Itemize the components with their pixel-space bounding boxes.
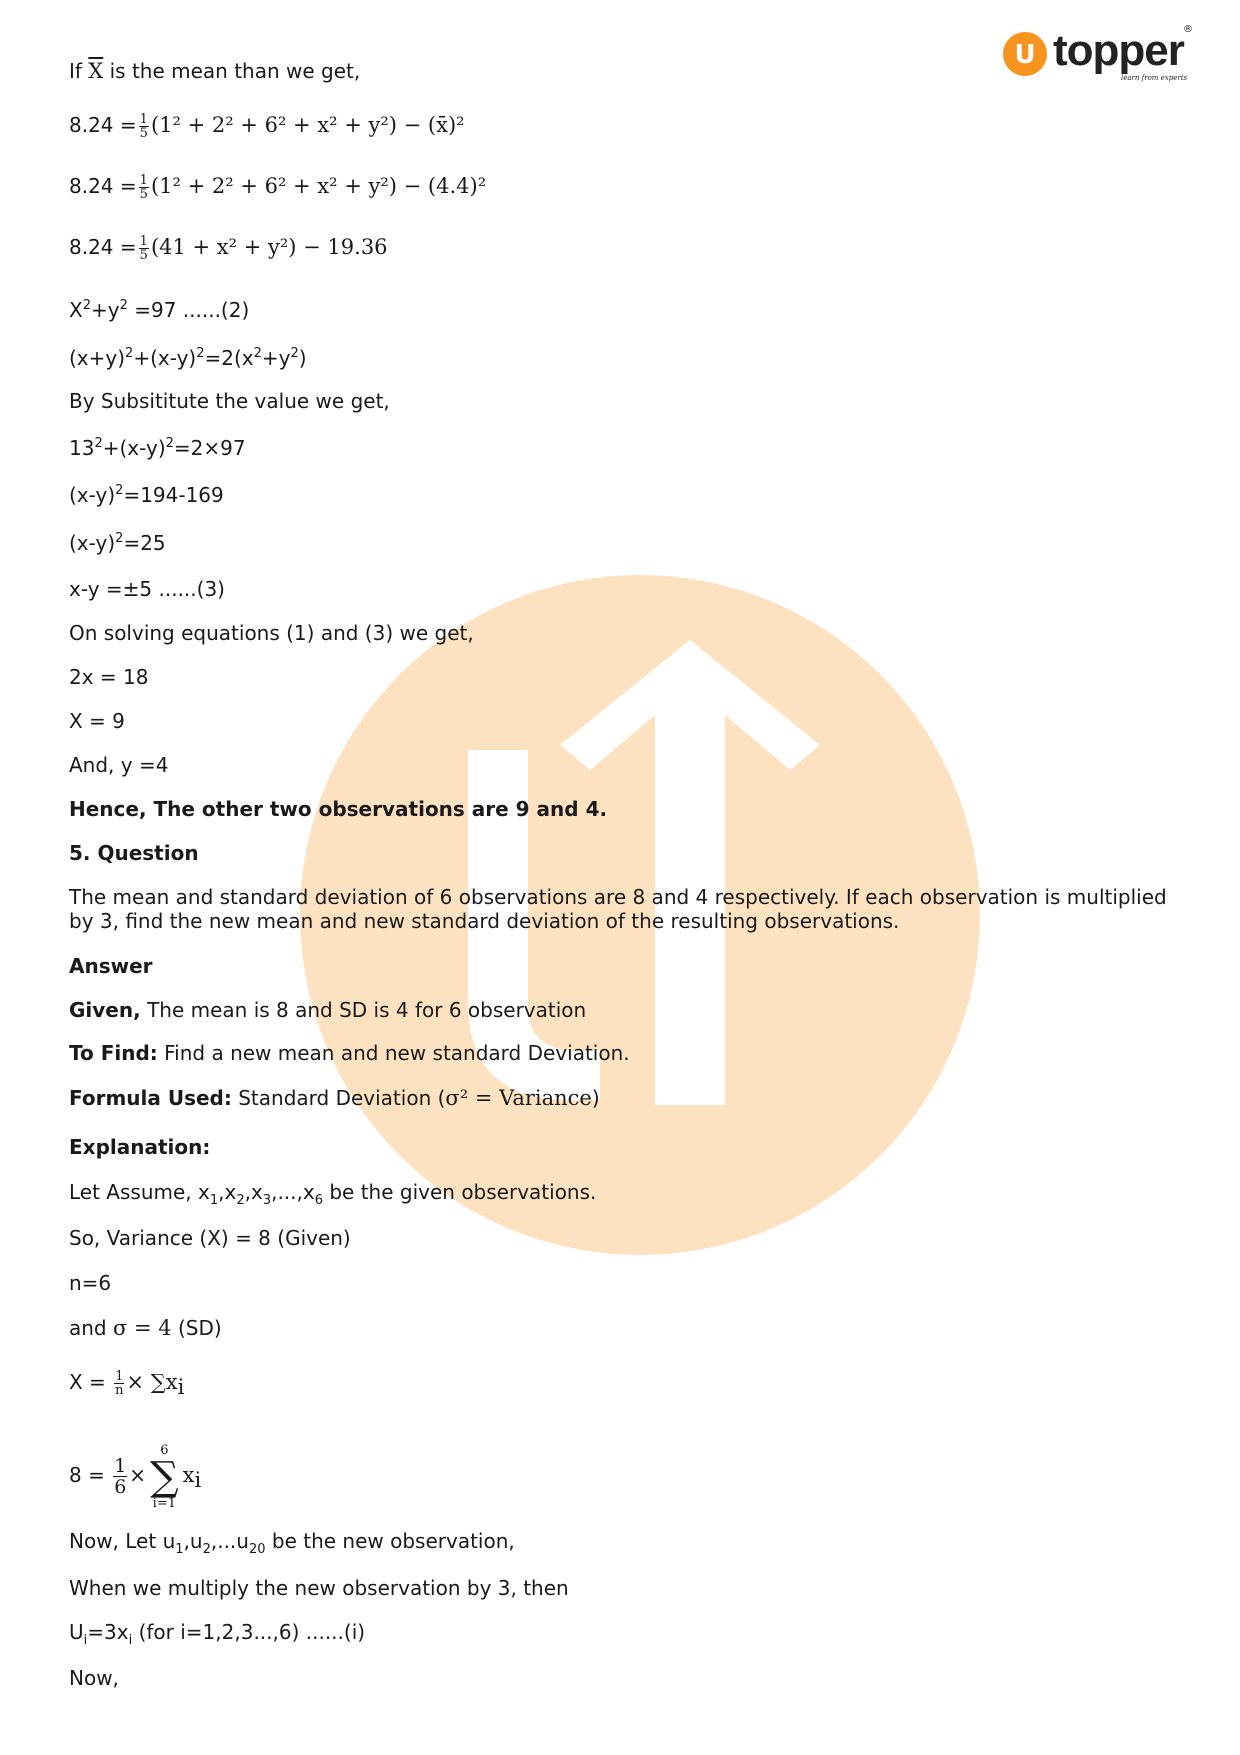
conclusion: Hence, The other two observations are 9 and 4. (69, 797, 608, 821)
question-text: The mean and standard deviation of 6 observations are 8 and 4 respectively. If each observation is multiplied by 3, find the new mean and new standard deviation of the resulting observations. (69, 885, 1167, 933)
sigma-line: and σ = 4 (SD) (69, 1316, 222, 1340)
multiply-line: When we multiply the new observation by 3, then (69, 1576, 569, 1600)
svg-text:U: U (1014, 40, 1036, 70)
assume-line: Let Assume, $x_1,x_2,x_3,...,x_6$ be the given observations. (69, 1180, 597, 1208)
to-find-line: To Find: Find a new mean and new standard Deviation. (69, 1041, 630, 1065)
step-2x: 2x = 18 (69, 665, 149, 689)
sigma-symbol: 6 ∑ i=1 (150, 1442, 179, 1511)
step-x9: X = 9 (69, 709, 125, 733)
given-line: Given, The mean is 8 and SD is 4 for 6 observation (69, 998, 587, 1022)
new-obs-line: Now, Let $u_1,u_2,...u_{20}$ be the new observation, (69, 1529, 515, 1557)
equation-variance-2: 8.24 = $\frac{1}{5}$ (1² + 2² + 6² + x² + y²) − (4.4)² (69, 173, 487, 202)
line-mean-intro: If $\overline{X}$ is the mean than we get, (69, 59, 361, 83)
mean-formula: X = $\frac{1}{n}$ × $\sum x_i$ (69, 1369, 185, 1399)
equation-variance-3: 8.24 = $\frac{1}{5}$ (41 + x² + y²) − 19.36 (69, 234, 388, 263)
formula-line: Formula Used: Standard Deviation (σ² = Variance) (69, 1086, 600, 1110)
now-line: Now, (69, 1666, 119, 1690)
logo-u-icon (1003, 32, 1047, 76)
identity-line: $(x+y)^2+(x-y)^2=2(x^2+y^2)$ (69, 346, 307, 370)
topper-logo (1003, 26, 1203, 90)
explanation-heading: Explanation: (69, 1135, 211, 1159)
variance-given: So, Variance (X) = 8 (Given) (69, 1226, 351, 1250)
mean-sum-formula: 8 = $\frac{1}{6}$ × 6 ∑ i=1 $x_i$ (69, 1442, 202, 1511)
logo-wordmark: topper (1053, 26, 1184, 75)
equation-variance-1: 8.24 = $\frac{1}{5}$ (1² + 2² + 6² + x² + y²) − (x̄)² (69, 112, 465, 141)
step-13sq: $13^2+(x-y)^2=2\times 97$ (69, 436, 246, 460)
logo-tagline: learn from experts (1121, 74, 1188, 82)
xbar-symbol: $\overline{X}$ (88, 59, 104, 83)
step-y4: And, y =4 (69, 753, 169, 777)
question-heading: 5. Question (69, 841, 199, 865)
logo-registered: ® (1183, 24, 1193, 35)
n-value: n=6 (69, 1271, 112, 1295)
answer-heading: Answer (69, 954, 153, 978)
solving-text: On solving equations (1) and (3) we get, (69, 621, 474, 645)
step-25: $(x-y)^2=25$ (69, 531, 166, 555)
step-194: $(x-y)^2=194-169$ (69, 483, 224, 507)
substitute-text: By Subsititute the value we get, (69, 389, 390, 413)
equation-3: x-y =±5 ......(3) (69, 577, 225, 601)
equation-i: $U_i=3x_i$ (for i=1,2,3...,6) ......(i) (69, 1620, 366, 1648)
equation-2: $X^2+y^2 =97$ ......(2) (69, 298, 250, 322)
